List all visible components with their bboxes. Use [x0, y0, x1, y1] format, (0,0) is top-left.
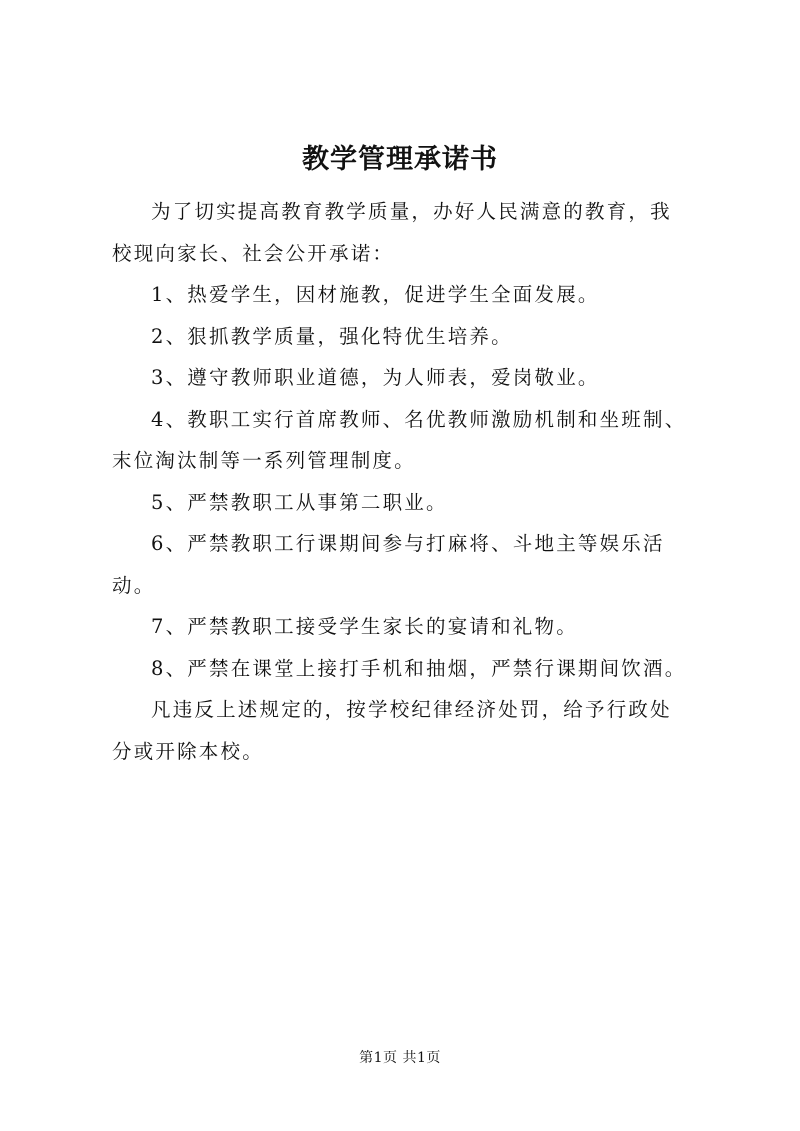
- pledge-item-3: 3、遵守教师职业道德，为人师表，爱岗敬业。: [151, 366, 600, 389]
- pledge-item-5: 5、严禁教职工从事第二职业。: [151, 490, 448, 514]
- intro-paragraph: 为了切实提高教育教学质量，办好人民满意的教育，我校现向家长、社会公开承诺：: [112, 200, 672, 265]
- document-title: 教学管理承诺书: [302, 144, 498, 175]
- document-body: [112, 191, 692, 772]
- pledge-item-4: 4、教职工实行首席教师、名优教师激励机制和坐班制、末位淘汰制等一系列管理制度。: [112, 407, 687, 472]
- page-number-footer: 第1页 共1页: [359, 1050, 441, 1066]
- pledge-item-7: 7、严禁教职工接受学生家长的宴请和礼物。: [151, 615, 578, 638]
- pledge-item-8: 8、严禁在课堂上接打手机和抽烟，严禁行课期间饮酒。: [151, 656, 687, 680]
- closing-paragraph: 凡违反上述规定的，按学校纪律经济处罚，给予行政处分或开除本校。: [112, 698, 672, 763]
- pledge-item-6: 6、严禁教职工行课期间参与打麻将、斗地主等娱乐活动。: [112, 532, 665, 597]
- pledge-item-1: 1、热爱学生，因材施教，促进学生全面发展。: [151, 283, 600, 306]
- pledge-item-2: 2、狠抓教学质量，强化特优生培养。: [151, 324, 513, 348]
